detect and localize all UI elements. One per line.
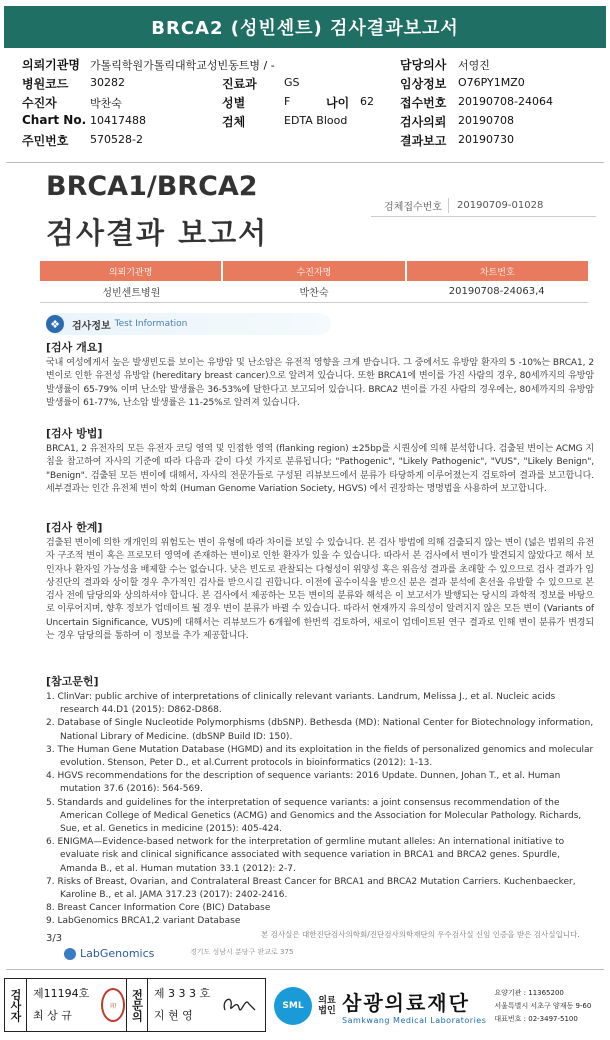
- contact-line: 요양기관 : 11365200: [494, 988, 564, 997]
- doctor-value: 서영진: [458, 59, 490, 72]
- patient-value: 박찬숙: [90, 97, 122, 110]
- dept-label: 진료과: [222, 77, 257, 91]
- section-overview: [46, 339, 594, 410]
- section-text: BRCA1, 2 유전자의 모든 유전자 코딩 영역 및 인접한 영역 (flanking region) ±25bp를 시퀀싱에 의해 분석합니다. 검출된 변이는 ACMG 지침을 참고하여 자사의 기준에 따라 다음과 같이 다섯 가지로 분류됩니다; "Pathogenic", "Likely Pathogenic", "VUS", "Likely Benign", "Benign". 검출된 모든 변이에 대해서, 자사의 전문가들로 구성된 리뷰보드에서 분류가 타당하게 이루어졌는지 검토하여 결과를 보고합니다. 세부결과는 인간 유전체 변이 학회 (Human Genome Variation Society, HGVS) 에서 권장하는 명명법을 사용하여 보고합니다.: [46, 444, 594, 494]
- age-value: 62: [360, 95, 374, 108]
- table-header: 수진자명: [221, 261, 404, 281]
- section-text: 검출된 변이에 의한 개개인의 위험도는 변이 유형에 따라 차이를 보일 수 있습니다. 본 검사 방법에 의해 검출되지 않는 변이 (넓은 범위의 유전자 구조적 변이 혹은 프로모터 영역에 존재하는 변이)로 인한 환자가 있을 수 있습니다. 따라서 본 검사에서 변이가 발견되지 않았다고 해서 보인자나 환자일 가능성을 배제할 수는 없습니다. 낮은 빈도로 관찰되는 다형성이 위양성 혹은 위음성 결과를 초래할 수 있으므로 검사 결과가 임상진단의 결과와 상이할 경우 추가적인 검사를 받으시길 권합니다. 이전에 골수이식을 받으신 분은 결과 분석에 혼선을 유발할 수 있으므로 본 검사 전에 담당의와 상의하셔야 합니다. 본 검사에서 제공하는 모든 변이의 분류와 해석은 이 보고서가 발행되는 당시의 과학적 정보를 바탕으로 이루어지며, 향후 정보가 업데이트 될 경우 변이 분류가 바뀔 수 있습니다. 따라서 현재까지 유의성이 알려지지 않은 모든 변이 (Variants of Uncertain Significance, VUS)에 대해서는 리뷰보드가 6개월에 한번씩 검토하여, 새로이 업데이트된 연구 결과로 인해 변이 분류가 변경되는 경우 담당의를 통하여 이 정보를 추가 제공합니다.: [46, 538, 594, 642]
- request-date-value: 20190708: [458, 114, 514, 127]
- reference-item: 1. ClinVar: public archive of interpretations of clinically relevant variants. Landrum, Melissa J., et al. Nucleic acids research 44.D1 (2015): D862-D868.: [46, 692, 556, 716]
- page-number: 3/3: [46, 933, 63, 944]
- contact-line: 서울특별시 서초구 양재동 9-60: [494, 1001, 592, 1010]
- labgenomics-logo: [64, 947, 154, 960]
- sml-logo-icon: SML: [274, 987, 312, 1025]
- section-title: [검사 한계]: [46, 521, 103, 534]
- summary-table: [40, 261, 588, 303]
- patient-label: 수진자: [22, 96, 57, 110]
- reference-item: 9. LabGenomics BRCA1,2 variant Database: [46, 916, 241, 927]
- lab-logo-icon: [64, 948, 76, 960]
- hospital-code-label: 병원코드: [22, 77, 69, 91]
- contact-line: 대표번호 : 02-3497-5100: [494, 1014, 578, 1023]
- scanned-report: [6, 162, 604, 970]
- institution-label: 의뢰기관명: [22, 58, 80, 72]
- specimen-value: EDTA Blood: [284, 114, 348, 127]
- scan-title-report: 검사결과 보고서: [46, 216, 269, 250]
- org-name-en: Samkwang Medical Laboratories: [342, 1016, 487, 1025]
- samkwang-logo-block: [274, 980, 606, 1032]
- reference-item: 3. The Human Gene Mutation Database (HGMD) and its exploitation in the fields of personalized genomics and molecular evolution. Stenson, Peter D., et al.Current protocols in bioinformatics (2012): 1-13.: [46, 744, 594, 769]
- table-cell: 박찬숙: [299, 288, 329, 299]
- specimen-label: 검체: [222, 115, 246, 129]
- table-header: 의뢰기관명: [108, 267, 153, 278]
- inspector-name: 최 상 규: [33, 1009, 72, 1022]
- test-info-header: [46, 313, 331, 335]
- hospital-code-value: 30282: [90, 76, 125, 89]
- received-label: 접수번호: [400, 96, 447, 110]
- signature-box: [4, 978, 266, 1032]
- references: [46, 673, 594, 929]
- reference-item: 2. Database of Single Nucleotide Polymorphisms (dbSNP). Bethesda (MD): National Center for Biotechnology information, National Library of Medicine. (dbSNP Build ID: 150).: [46, 718, 594, 742]
- section-title: [검사 방법]: [46, 427, 103, 440]
- org-type: 의료법인: [318, 996, 336, 1016]
- age-label: 나이: [326, 96, 350, 110]
- inspector-info: [27, 979, 100, 1031]
- lab-name: LabGenomics: [80, 947, 155, 960]
- id-value: 570528-2: [90, 133, 143, 146]
- receipt-value: 20190709-01028: [457, 200, 544, 211]
- report-date-label: 결과보고: [400, 134, 447, 148]
- seal: [100, 979, 126, 1031]
- chart-value: 10417488: [90, 114, 146, 127]
- sex-value: F: [284, 95, 291, 108]
- specimen-receipt: [371, 195, 596, 217]
- references-title: [참고문헌]: [46, 675, 99, 688]
- section-limitations: [46, 519, 594, 643]
- report-title: BRCA2 (성빈센트) 검사결과보고서: [4, 6, 606, 48]
- info-title: 검사정보: [72, 320, 111, 332]
- specialist-label: 전문의: [126, 979, 148, 1031]
- table-cell: 20190708-24063,4: [448, 286, 545, 297]
- accreditation-note: 본 검사실은 대한진단검사의학회/진단검사의학재단의 우수검사실 신임 인증을 받은 검사실입니다.: [261, 930, 580, 939]
- section-text: 국내 여성에게서 높은 발생빈도를 보이는 유방암 및 난소암은 유전적 영향을 크게 받습니다. 그 중에서도 유방암 환자의 5 -10%는 BRCA1, 2 변이로 인한 유전성 유방암 (hereditary breast cancer)으로 알려져 있습니다. 또한 BRCA1에 변이를 가진 사람의 경우, 80세까지의 유방암 발생률이 65-79% 이며 난소암 발생률은 36-53%에 달한다고 보고되어 있습니다. BRCA2 변이를 가진 사람의 경우에는, 80세까지의 유방암 발생률이 61-77%, 난소암 발생률은 11-25%로 알려져 있습니다.: [46, 358, 594, 408]
- signature: [212, 979, 265, 1031]
- section-title: [검사 개요]: [46, 341, 103, 354]
- institution-value: 가톨릭학원가톨릭대학교성빈동트병 / -: [90, 59, 275, 72]
- section-method: [46, 425, 594, 496]
- clinical-label: 임상정보: [400, 77, 447, 91]
- reference-item: 4. HGVS recommendations for the description of sequence variants: 2016 Update. Dunnen, Johan T., et al. Human mutation 37.6 (2016): 564-569.: [46, 771, 561, 795]
- reference-item: 8. Breast Cancer Information Core (BIC) Database: [46, 903, 271, 914]
- org-name-ko: 삼광의료재단: [342, 991, 470, 1015]
- receipt-label: 검체접수번호: [371, 198, 449, 213]
- chart-label: Chart No.: [22, 113, 87, 127]
- request-date-label: 검사의뢰: [400, 115, 447, 129]
- table-header: 차트번호: [405, 261, 588, 281]
- specialist-name: 지 현 영: [153, 1009, 193, 1022]
- id-label: 주민번호: [22, 134, 69, 148]
- reference-item: 5. Standards and guidelines for the interpretation of sequence variants: a joint consensus recommendation of the American College of Medical Genetics (ACMG) and Genomics and the Association for Molecular Pathology. Richards, Sue, et al. Genetics in medicine (2015): 405-424.: [46, 797, 582, 835]
- info-subtitle: Test Information: [114, 319, 188, 329]
- clinical-value: O76PY1MZ0: [458, 76, 525, 89]
- sex-label: 성별: [222, 96, 246, 110]
- dept-value: GS: [284, 76, 300, 89]
- received-value: 20190708-24064: [458, 95, 553, 108]
- ribbon-icon: ❖: [46, 315, 64, 333]
- reference-item: 7. Risks of Breast, Ovarian, and Contralateral Breast Cancer for BRCA1 and BRCA2 Mutation Carriers. Kuchenbaecker, Karoline B., et al. JAMA 317.23 (2017): 2402-2416.: [46, 876, 576, 901]
- signature-icon: [219, 990, 259, 1020]
- specialist-license: 제 3 3 3 호: [153, 987, 211, 1000]
- inspector-label: 검사자: [5, 979, 27, 1031]
- scan-title-gene: BRCA1/BRCA2: [46, 171, 258, 202]
- reference-item: 6. ENIGMA—Evidence-based network for the interpretation of germline mutant alleles: An international initiative to evaluate risk and clinical significance associated with sequence variation in BRCA1 and BRCA2 genes. Spurdle, Amanda B., et al. Human mutation 33.1 (2012): 2-7.: [46, 837, 565, 874]
- doctor-label: 담당의사: [400, 58, 447, 72]
- inspector-license: 제11194호: [33, 987, 90, 1000]
- table-cell: 성빈센트병원: [102, 288, 161, 299]
- org-contact: [494, 987, 591, 1026]
- signature-footer: [4, 978, 606, 1034]
- report-date-value: 20190730: [458, 133, 514, 146]
- lab-address: 경기도 성남시 분당구 판교로 375: [190, 948, 294, 956]
- specialist-info: [148, 979, 212, 1031]
- seal-stamp-icon: 印: [101, 988, 125, 1022]
